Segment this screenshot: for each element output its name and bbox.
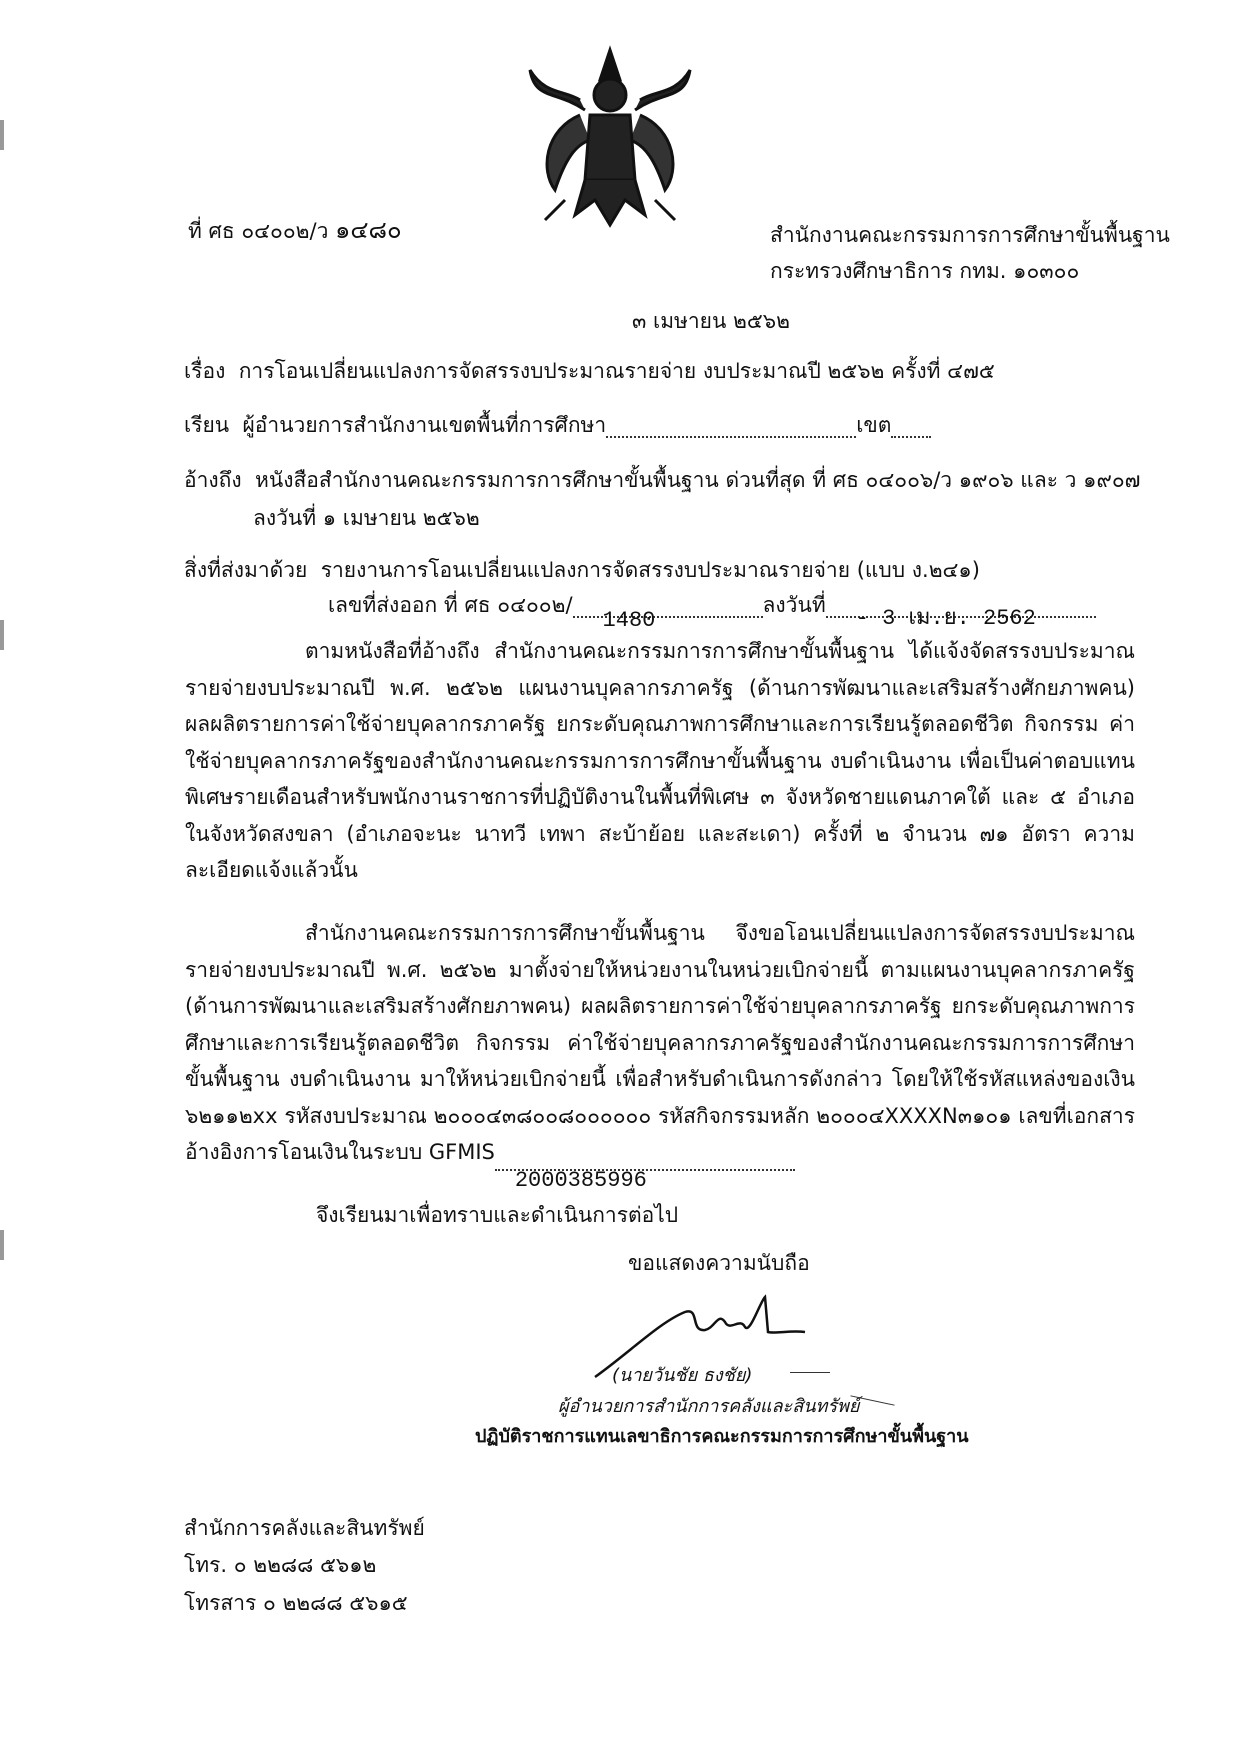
district-blank-line — [891, 436, 931, 438]
footer-tel: โทร. ๐ ๒๒๘๘ ๕๖๑๒ — [184, 1553, 377, 1577]
garuda-emblem — [525, 40, 695, 230]
enclosure-number-field — [573, 608, 763, 633]
signer-name: (นายวันชัย ธงชัย) — [612, 1365, 753, 1386]
issuer-line-1: สำนักงานคณะกรรมการการศึกษาขั้นพื้นฐาน — [770, 223, 1170, 247]
to-text: ผู้อำนวยการสำนักงานเขตพื้นที่การศึกษา — [242, 413, 607, 437]
scan-edge-mark — [0, 620, 4, 650]
letter-date: ๓ เมษายน ๒๕๖๒ — [632, 309, 790, 333]
enclosure-stamp-date: - 3 เม.ย. 2562 — [855, 606, 1036, 631]
signer-title-1: ผู้อำนวยการสำนักการคลังและสินทรัพย์ — [558, 1396, 860, 1417]
reference-line-1: หนังสือสำนักงานคณะกรรมการการศึกษาขั้นพื้นฐาน ด่วนที่สุด ที่ ศธ ๐๔๐๐๖/ว ๑๙๐๖ และ ว ๑๙๐๗ — [255, 468, 1141, 492]
enclosure-label: สิ่งที่ส่งมาด้วย — [184, 558, 308, 582]
enclosure-date-field — [826, 606, 1096, 631]
body-paragraph-1: ตามหนังสือที่อ้างถึง สำนักงานคณะกรรมการการศึกษาขั้นพื้นฐาน ได้แจ้งจัดสรรงบประมาณรายจ่ายงบประมาณปี พ.ศ. ๒๕๖๒ แผนงานบุคลากรภาครัฐ (ด้านการพัฒนาและเสริมสร้างศักยภาพคน) ผลผลิตรายการค่าใช้จ่ายบุคลากรภาครัฐ ยกระดับคุณภาพการศึกษาและการเรียนรู้ตลอดชีวิต กิจกรรม ค่าใช้จ่ายบุคลากรภาครัฐของสำนักงานคณะกรรมการการศึกษาขั้นพื้นฐาน งบดำเนินงาน เพื่อเป็นค่าตอบแทนพิเศษรายเดือนสำหรับพนักงานราชการที่ปฏิบัติงานในพื้นที่พิเศษ ๓ จังหวัดชายแดนภาคใต้ และ ๕ อำเภอในจังหวัดสงขลา (อำเภอจะนะ นาทวี เทพา สะบ้าย้อย และสะเดา) ครั้งที่ ๒ จำนวน ๗๑ อัตรา ความละเอียดแจ้งแล้วนั้น — [185, 639, 1135, 882]
body-paragraph-2: สำนักงานคณะกรรมการการศึกษาขั้นพื้นฐาน จึงขอโอนเปลี่ยนแปลงการจัดสรรงบประมาณรายจ่ายงบประมาณปี พ.ศ. ๒๕๖๒ มาตั้งจ่ายให้หน่วยงานในหน่วยเบิกจ่ายนี้ ตามแผนงานบุคลากรภาครัฐ (ด้านการพัฒนาและเสริมสร้างศักยภาพคน) ผลผลิตรายการค่าใช้จ่ายบุคลากรภาครัฐ ยกระดับคุณภาพการศึกษาและการเรียนรู้ตลอดชีวิต กิจกรรม ค่าใช้จ่ายบุคลากรภาครัฐของสำนักงานคณะกรรมการการศึกษาขั้นพื้นฐาน งบดำเนินงาน มาให้หน่วยเบิกจ่ายนี้ เพื่อสำหรับดำเนินการดังกล่าว โดยให้ใช้รหัสแหล่งของเงิน ๖๒๑๑๒xx รหัสงบประมาณ ๒๐๐๐๔๓๘๐๐๘๐๐๐๐๐๐ รหัสกิจกรรมหลัก ๒๐๐๐๔XXXXN๓๑๐๑ เลขที่เอกสารอ้างอิงการโอนเงินในระบบ GFMIS 2000385996 — [185, 915, 1135, 1171]
scan-edge-mark — [0, 1230, 4, 1260]
to-suffix: เขต — [856, 413, 892, 437]
regards: ขอแสดงความนับถือ — [628, 1251, 810, 1275]
issuer-line-2: กระทรวงศึกษาธิการ กทม. ๑๐๓๐๐ — [770, 259, 1080, 283]
signer-title-2: ปฏิบัติราชการแทนเลขาธิการคณะกรรมการการศึกษาขั้นพื้นฐาน — [475, 1426, 969, 1447]
enclosure-date-label: ลงวันที่ — [762, 593, 826, 617]
footer-office: สำนักการคลังและสินทรัพย์ — [184, 1516, 425, 1540]
ref-handwritten-number: ๑๔๘๐ — [335, 219, 402, 246]
enclosure-export-prefix: เลขที่ส่งออก ที่ ศธ ๐๔๐๐๒/ — [328, 593, 573, 617]
scan-edge-mark — [0, 120, 4, 150]
footer-fax: โทรสาร ๐ ๒๒๘๘ ๕๖๑๕ — [184, 1591, 408, 1615]
enclosure-line-1: รายงานการโอนเปลี่ยนแปลงการจัดสรรงบประมาณรายจ่าย (แบบ ง.๒๔๑) — [320, 558, 980, 582]
signer-name-flourish — [790, 1372, 830, 1373]
subject-text: การโอนเปลี่ยนแปลงการจัดสรรงบประมาณรายจ่าย งบประมาณปี ๒๕๖๒ ครั้งที่ ๔๗๕ — [238, 359, 995, 383]
enclosure-handwritten-number: 1480 — [602, 608, 656, 633]
gfmis-handwritten-number: 2000385996 — [514, 1167, 647, 1193]
reference-line-2: ลงวันที่ ๑ เมษายน ๒๕๖๒ — [253, 506, 480, 530]
reference-label: อ้างถึง — [184, 468, 242, 492]
ref-number: ที่ ศธ ๐๔๐๐๒/ว — [188, 219, 329, 243]
gfmis-field — [495, 1167, 795, 1193]
subject-label: เรื่อง — [184, 359, 226, 383]
to-blank-line — [606, 436, 856, 438]
to-label: เรียน — [184, 413, 230, 437]
closing-line: จึงเรียนมาเพื่อทราบและดำเนินการต่อไป — [316, 1203, 679, 1227]
